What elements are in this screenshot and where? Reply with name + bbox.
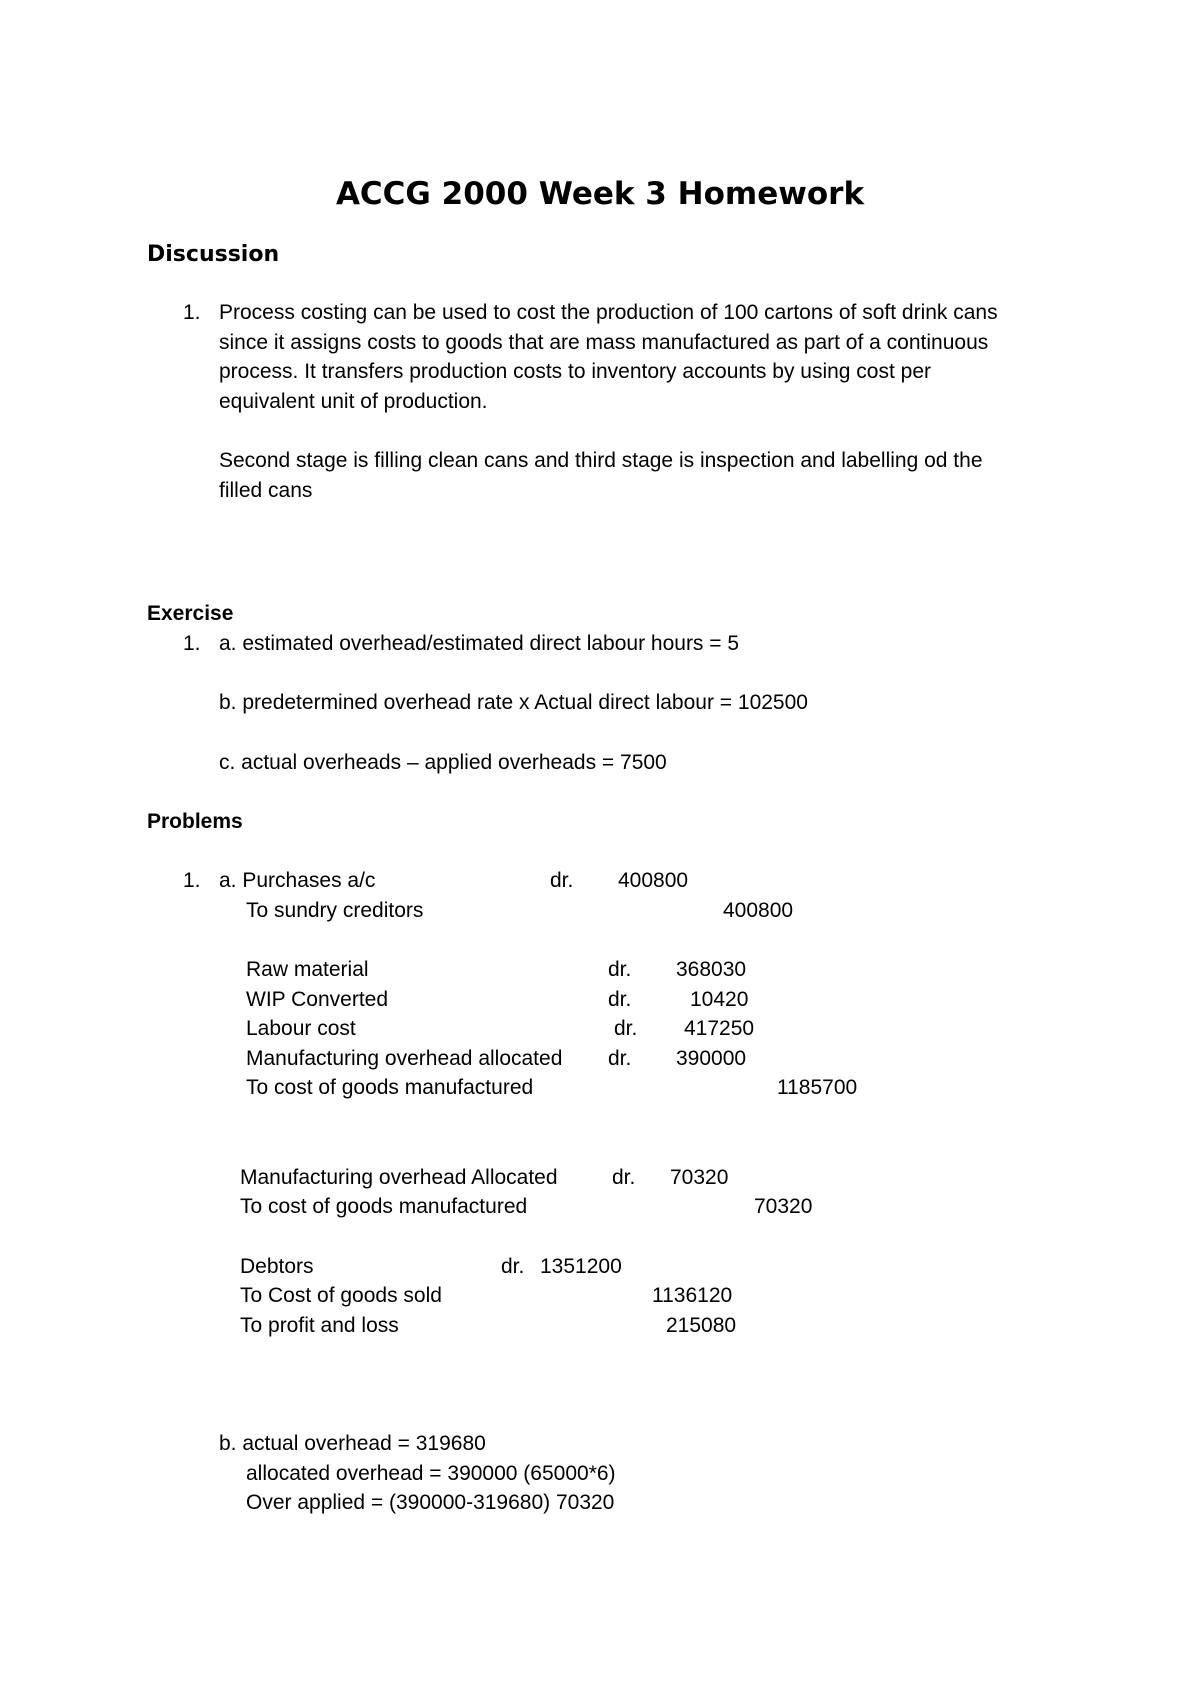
journal-debit-amount: 390000: [676, 1047, 747, 1070]
journal-debit-label: Manufacturing overhead Allocated: [240, 1166, 558, 1189]
journal-credit-label: To Cost of goods sold: [240, 1284, 442, 1307]
discussion-item-number: 1.: [183, 301, 201, 324]
journal-dr-marker: dr.: [608, 958, 632, 981]
journal-debit-amount: 70320: [670, 1166, 729, 1189]
problems-heading: Problems: [147, 810, 243, 833]
journal-debit-label: Manufacturing overhead allocated: [246, 1047, 563, 1070]
journal-debit-label: Raw material: [246, 958, 369, 981]
journal-dr-marker: dr.: [608, 988, 632, 1011]
exercise-part-c: c. actual overheads – applied overheads = 7500: [219, 751, 667, 774]
document-title: ACCG 2000 Week 3 Homework: [335, 176, 865, 212]
exercise-item-number: 1.: [183, 632, 201, 655]
problem-b-line: Over applied = (390000-319680) 70320: [246, 1491, 615, 1514]
journal-debit-label: Labour cost: [246, 1017, 356, 1040]
exercise-heading: Exercise: [147, 602, 234, 625]
journal-credit-amount: 1136120: [652, 1284, 733, 1307]
journal-debit-amount: 417250: [684, 1017, 755, 1040]
journal-debit-amount: 400800: [618, 869, 689, 892]
journal-debit-label: Debtors: [240, 1255, 314, 1278]
journal-credit-amount: 400800: [723, 899, 794, 922]
discussion-line: Second stage is filling clean cans and third stage is inspection and labelling od the: [219, 449, 983, 472]
journal-dr-marker: dr.: [608, 1047, 632, 1070]
journal-debit-amount: 368030: [676, 958, 747, 981]
journal-dr-marker: dr.: [550, 869, 574, 892]
journal-credit-label: To cost of goods manufactured: [240, 1195, 528, 1218]
journal-credit-amount: 70320: [754, 1195, 813, 1218]
journal-credit-amount: 1185700: [777, 1076, 858, 1099]
discussion-line: Process costing can be used to cost the production of 100 cartons of soft drink cans: [219, 301, 998, 324]
journal-credit-label: To sundry creditors: [246, 899, 424, 922]
journal-debit-amount: 1351200: [540, 1255, 622, 1278]
discussion-line: filled cans: [219, 479, 313, 502]
exercise-part-a: a. estimated overhead/estimated direct labour hours = 5: [219, 632, 740, 655]
journal-debit-label: a. Purchases a/c: [219, 869, 376, 892]
journal-debit-label: WIP Converted: [246, 988, 389, 1011]
discussion-heading: Discussion: [147, 242, 280, 267]
exercise-part-b: b. predetermined overhead rate x Actual direct labour = 102500: [219, 691, 808, 714]
journal-dr-marker: dr.: [501, 1255, 525, 1278]
journal-credit-label: To profit and loss: [240, 1314, 399, 1337]
journal-dr-marker: dr.: [614, 1017, 638, 1040]
discussion-line: process. It transfers production costs to inventory accounts by using cost per: [219, 360, 932, 383]
discussion-line: equivalent unit of production.: [219, 390, 488, 413]
problem-b-line: allocated overhead = 390000 (65000*6): [246, 1462, 616, 1485]
journal-debit-amount: 10420: [690, 988, 749, 1011]
journal-credit-label: To cost of goods manufactured: [246, 1076, 534, 1099]
journal-credit-amount: 215080: [666, 1314, 737, 1337]
journal-dr-marker: dr.: [612, 1166, 636, 1189]
problems-item-number: 1.: [183, 869, 201, 892]
problem-b-line: b. actual overhead = 319680: [219, 1432, 486, 1455]
discussion-line: since it assigns costs to goods that are mass manufactured as part of a continuous: [219, 331, 989, 354]
